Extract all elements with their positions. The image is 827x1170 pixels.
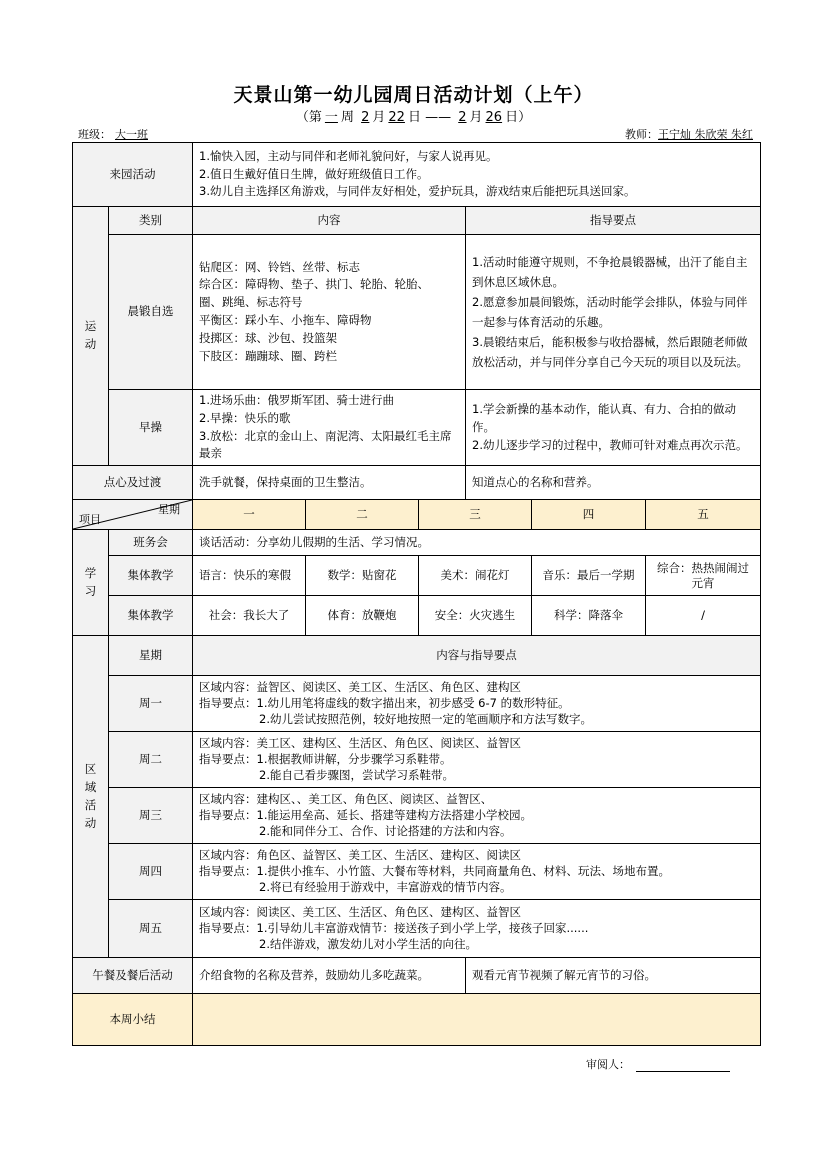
weekday-label: 周四 — [109, 844, 193, 900]
snack-content: 洗手就餐，保持桌面的卫生整洁。 — [193, 466, 466, 500]
point-text: 1.提供小推车、小竹篮、大餐布等材料，共同商量角色、材料、玩法、场地布置。 — [256, 863, 670, 878]
teacher-label: 教师： — [625, 128, 658, 141]
lesson-cell: / — [646, 596, 761, 636]
exercise-item: 圈、跳绳、标志符号 — [199, 295, 303, 310]
exercise-item: 平衡区：踩小车、小拖车、障碍物 — [199, 313, 372, 327]
reviewer-label: 审阅人： — [586, 1058, 630, 1071]
guidance-item: 3.晨锻结束后，能积极参与收拾器械，然后跟随老师做放松活动，并与同伴分享自己今天玩的项目以及玩法。 — [472, 335, 748, 370]
guidance-header: 指导要点 — [466, 207, 761, 235]
weekday-header: 星期 — [109, 636, 193, 676]
points-label: 指导要点： — [199, 863, 257, 878]
day-header: 五 — [646, 500, 761, 530]
reviewer-signature-line[interactable] — [636, 1059, 730, 1072]
content-header: 内容 — [193, 207, 466, 235]
weekday-label: 周一 — [109, 676, 193, 732]
month-char-2: 月 — [469, 110, 483, 125]
area-day-content — [193, 844, 761, 900]
area-point: 2.将已有经验用于游戏中，丰富游戏的情节内容。 — [259, 879, 512, 894]
morning-drill-label: 早操 — [109, 390, 193, 466]
day-header: 二 — [306, 500, 419, 530]
reviewer-field — [586, 1056, 730, 1072]
area-point — [199, 696, 754, 712]
exercise-item: 综合区：障碍物、垫子、拱门、轮胎、轮胎、 — [199, 277, 429, 292]
point-text: 1.根据教师讲解，分步骤学习系鞋带。 — [256, 751, 452, 766]
date-open: （第 — [295, 110, 322, 125]
lunch-content: 介绍食物的名称及营养，鼓励幼儿多吃蔬菜。 — [193, 958, 466, 994]
arrival-line: 3.幼儿自主选择区角游戏，与同伴友好相处，爱护玩具，游戏结束后能把玩具送回家。 — [199, 184, 636, 199]
point-text: 1.引导幼儿丰富游戏情节：接送孩子到小学上学，接孩子回家...... — [256, 920, 589, 935]
drill-item: 3.放松：北京的金山上、南泥湾、太阳最红毛主席最亲 — [199, 428, 452, 461]
area-point: 2.能自己看步骤图，尝试学习系鞋带。 — [259, 767, 454, 782]
weekday-label: 周三 — [109, 788, 193, 844]
summary-content[interactable] — [193, 994, 761, 1046]
exercise-item: 投掷区：球、沙包、投篮架 — [199, 330, 337, 345]
guidance-item: 2.愿意参加晨间锻炼，活动时能学会排队，体验与同伴一起参与体育活动的乐趣。 — [472, 294, 748, 329]
arrival-line: 1.愉快入园，主动与同伴和老师礼貌问好，与家人说再见。 — [199, 148, 498, 163]
arrival-line: 2.值日生戴好值日生牌，做好班级值日工作。 — [199, 166, 429, 181]
start-day: 22 — [388, 110, 405, 125]
weekday-label: 周二 — [109, 732, 193, 788]
day-header: 三 — [419, 500, 532, 530]
class-info — [78, 126, 178, 142]
area-day-content — [193, 900, 761, 958]
area-label-char: 域 — [84, 779, 97, 794]
lesson-cell: 语言：快乐的寒假 — [193, 556, 306, 596]
guidance-item: 1.活动时能遵守规则，不争抢晨锻器械，出汗了能自主到休息区域休息。 — [472, 254, 748, 289]
drill-item: 2.早操：快乐的歌 — [199, 410, 291, 425]
lesson-cell: 美术：闹花灯 — [419, 556, 532, 596]
group-teaching-label: 集体教学 — [109, 596, 193, 636]
points-label: 指导要点： — [199, 920, 257, 935]
lesson-cell: 安全：火灾逃生 — [419, 596, 532, 636]
category-header: 类别 — [109, 207, 193, 235]
class-meeting-label: 班务会 — [109, 530, 193, 556]
lesson-cell: 综合：热热闹闹过元宵 — [646, 556, 761, 596]
summary-label: 本周小结 — [73, 994, 193, 1046]
lesson-cell: 社会：我长大了 — [193, 596, 306, 636]
sports-section-label — [73, 207, 109, 466]
end-day: 26 — [485, 110, 503, 125]
snack-label: 点心及过渡 — [73, 466, 193, 500]
drill-guidance-item: 1.学会新操的基本动作，能认真、有力、合拍的做动作。 — [472, 401, 736, 434]
area-point: 2.结伴游戏，激发幼儿对小学生活的向往。 — [259, 936, 477, 951]
point-text: 1.幼儿用笔将虚线的数字描出来，初步感受 6-7 的数形特征。 — [256, 695, 570, 710]
lesson-cell: 数学：贴窗花 — [306, 556, 419, 596]
points-label: 指导要点： — [199, 751, 257, 766]
day-header: 四 — [532, 500, 646, 530]
teacher-value: 王宁灿 朱欣荣 朱红 — [658, 128, 753, 141]
area-list: 区域内容：美工区、建构区、生活区、角色区、阅读区、益智区 — [199, 736, 521, 751]
month-char: 月 — [372, 110, 386, 125]
area-point — [199, 808, 754, 824]
morning-exercise-content — [193, 235, 466, 390]
area-day-content — [193, 732, 761, 788]
area-list: 区域内容：阅读区、美工区、生活区、角色区、建构区、益智区 — [199, 905, 521, 920]
study-label-char: 习 — [84, 583, 97, 598]
start-month: 2 — [361, 110, 370, 125]
snack-guidance: 知道点心的名称和营养。 — [466, 466, 761, 500]
class-value: 大一班 — [115, 128, 148, 141]
morning-drill-content — [193, 390, 466, 466]
date-range — [0, 106, 827, 125]
morning-exercise-guidance — [466, 235, 761, 390]
end-month: 2 — [458, 110, 467, 125]
drill-guidance-item: 2.幼儿逐步学习的过程中，教师可针对难点再次示范。 — [472, 437, 748, 452]
teacher-info — [625, 126, 757, 142]
area-label-char: 动 — [84, 815, 97, 830]
week-number: 一 — [324, 110, 338, 125]
week-corner-cell — [73, 500, 193, 530]
points-label: 指导要点： — [199, 695, 257, 710]
area-section-label — [73, 636, 109, 958]
date-dash: —— — [425, 110, 452, 125]
lesson-cell: 体育：放鞭炮 — [306, 596, 419, 636]
weekday-label: 周五 — [109, 900, 193, 958]
week-suffix: 周 — [340, 110, 354, 125]
exercise-item: 钻爬区：网、铃铛、丝带、标志 — [199, 259, 360, 274]
area-point: 2.能和同伴分工、合作、讨论搭建的方法和内容。 — [259, 823, 512, 838]
date-close: 日） — [505, 110, 532, 125]
point-text: 1.能运用垒高、延长、搭建等建构方法搭建小学校园。 — [256, 807, 532, 822]
lunch-label: 午餐及餐后活动 — [73, 958, 193, 994]
area-label-char: 活 — [84, 797, 97, 812]
morning-drill-guidance — [466, 390, 761, 466]
area-list: 区域内容：角色区、益智区、美工区、生活区、建构区、阅读区 — [199, 848, 521, 863]
plan-table — [72, 142, 761, 1046]
sports-label-char: 运 — [84, 319, 97, 334]
area-point — [199, 921, 754, 937]
sports-label-char: 动 — [84, 337, 97, 352]
lunch-guidance: 观看元宵节视频了解元宵节的习俗。 — [466, 958, 761, 994]
area-list: 区域内容：益智区、阅读区、美工区、生活区、角色区、建构区 — [199, 680, 521, 695]
lesson-cell: 音乐：最后一学期 — [532, 556, 646, 596]
corner-item: 项目 — [79, 513, 101, 527]
study-section-label — [73, 530, 109, 636]
arrival-content — [193, 143, 761, 207]
area-point — [199, 752, 754, 768]
day-header: 一 — [193, 500, 306, 530]
class-meeting-content: 谈话活动：分享幼儿假期的生活、学习情况。 — [193, 530, 761, 556]
lesson-cell: 科学：降落伞 — [532, 596, 646, 636]
corner-weekday: 星期 — [158, 503, 180, 517]
area-day-content — [193, 676, 761, 732]
points-label: 指导要点： — [199, 807, 257, 822]
area-day-content — [193, 788, 761, 844]
page-title: 天景山第一幼儿园周日活动计划（上午） — [233, 84, 594, 106]
drill-item: 1.进场乐曲：俄罗斯军团、骑士进行曲 — [199, 393, 394, 407]
class-label: 班级： — [78, 128, 111, 141]
arrival-label: 来园活动 — [73, 143, 193, 207]
area-content-header: 内容与指导要点 — [193, 636, 761, 676]
day-char: 日 — [407, 110, 421, 125]
exercise-item: 下肢区：蹦蹦球、圈、跨栏 — [199, 348, 337, 363]
morning-exercise-label: 晨锻自选 — [109, 235, 193, 390]
group-teaching-label: 集体教学 — [109, 556, 193, 596]
area-point — [199, 864, 754, 880]
area-list: 区域内容：建构区、、美工区、角色区、阅读区、益智区、 — [199, 792, 493, 807]
area-point: 2.幼儿尝试按照范例，较好地按照一定的笔画顺序和方法写数字。 — [259, 711, 592, 726]
area-label-char: 区 — [84, 762, 97, 777]
study-label-char: 学 — [84, 565, 97, 580]
